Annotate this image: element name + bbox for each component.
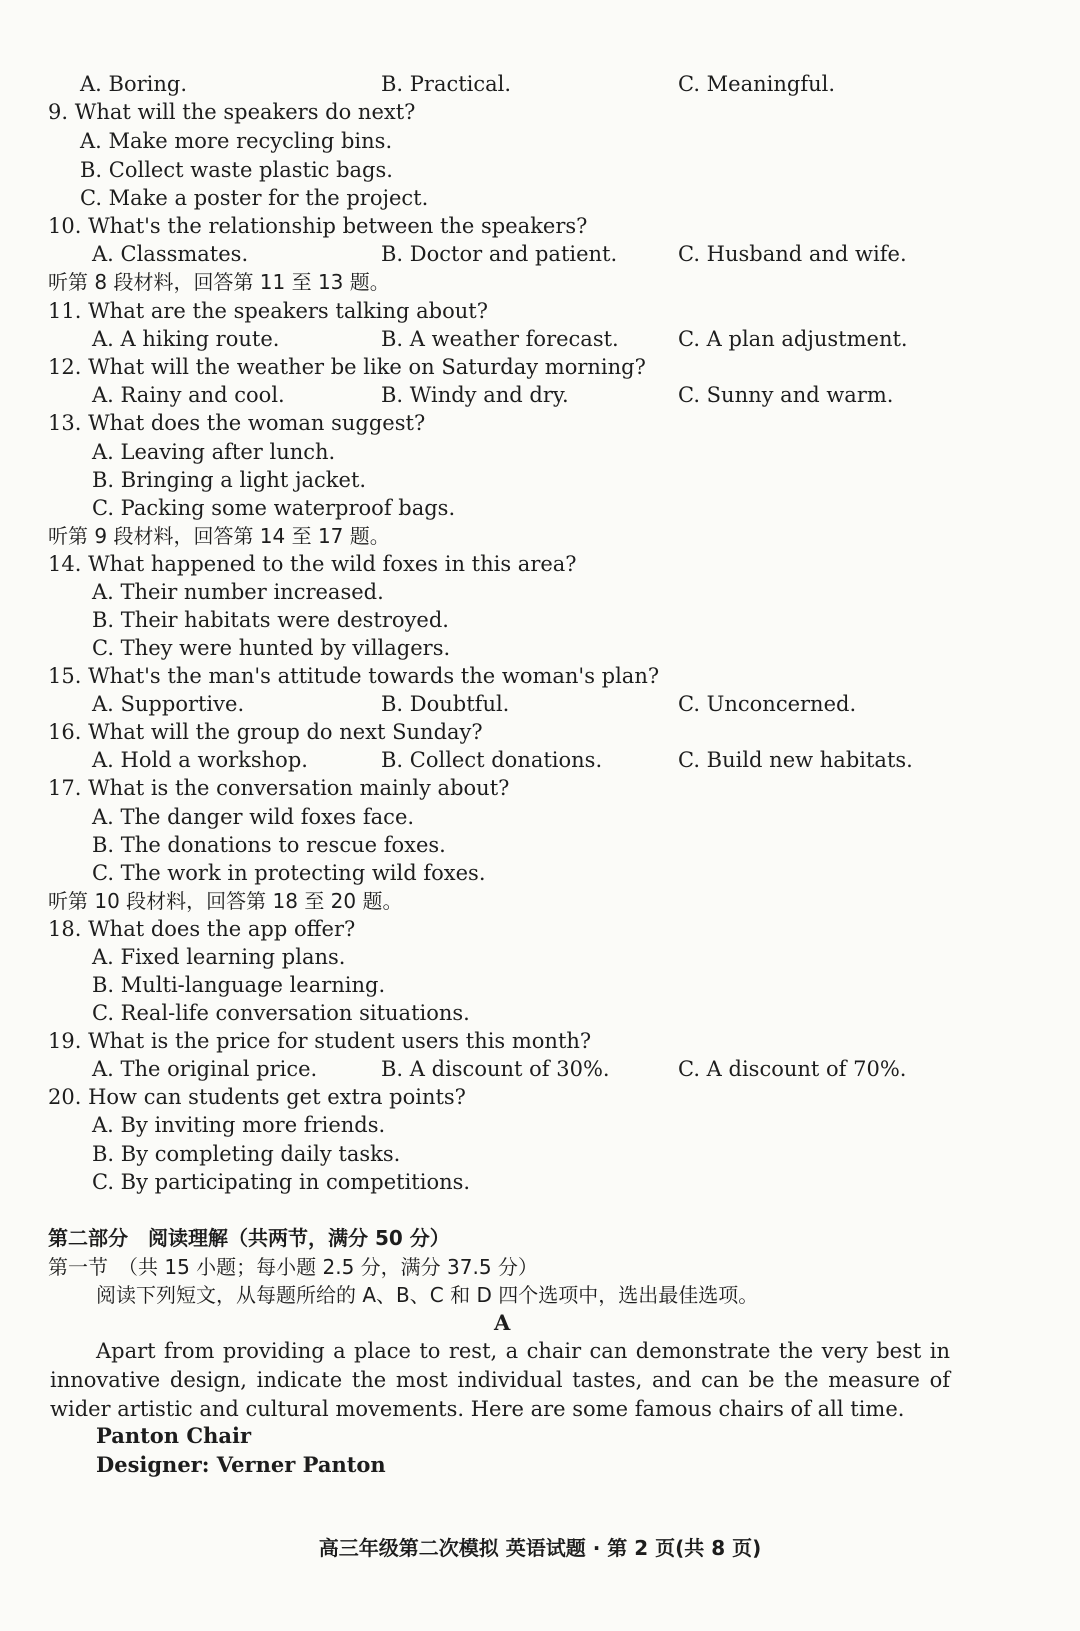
option-c: C. By participating in competitions.	[92, 1170, 471, 1194]
option-a: A. A hiking route.	[92, 327, 280, 351]
question-number: 14.	[48, 552, 82, 576]
question-13	[48, 409, 425, 437]
part2-title: 第二部分 阅读理解（共两节，满分 50 分）	[48, 1226, 450, 1250]
question-19	[48, 1027, 591, 1055]
question-18	[48, 915, 355, 943]
question-text: What does the app offer?	[88, 917, 356, 941]
option-a: A. The original price.	[92, 1057, 318, 1081]
part2-instruction: 阅读下列短文，从每题所给的 A、B、C 和 D 四个选项中，选出最佳选项。	[96, 1283, 759, 1307]
option-b: B. Windy and dry.	[381, 383, 569, 407]
option-b: B. By completing daily tasks.	[92, 1142, 401, 1166]
question-number: 20.	[48, 1085, 82, 1109]
option-c: C. Packing some waterproof bags.	[92, 496, 456, 520]
option-c: C. A discount of 70%.	[678, 1057, 907, 1081]
part2-subsection: 第一节 （共 15 小题；每小题 2.5 分，满分 37.5 分）	[48, 1255, 538, 1279]
section-heading-9: 听第 9 段材料，回答第 14 至 17 题。	[48, 524, 390, 548]
passage-paragraph	[50, 1337, 950, 1424]
question-text: What does the woman suggest?	[88, 411, 426, 435]
question-number: 9.	[48, 100, 69, 124]
page-footer: 高三年级第二次模拟 英语试题 · 第 2 页(共 8 页)	[318, 1536, 762, 1560]
option-c: C. Unconcerned.	[678, 692, 857, 716]
option-a: A. Hold a workshop.	[92, 748, 308, 772]
option-b: B. Collect donations.	[381, 748, 603, 772]
question-number: 15.	[48, 664, 82, 688]
question-number: 12.	[48, 355, 82, 379]
question-number: 18.	[48, 917, 82, 941]
passage-label: A	[494, 1310, 511, 1335]
option-b: B. Their habitats were destroyed.	[92, 608, 449, 632]
question-text: What will the group do next Sunday?	[88, 720, 483, 744]
question-17	[48, 774, 509, 802]
option-b: B. A discount of 30%.	[381, 1057, 610, 1081]
question-12	[48, 353, 646, 381]
section-heading-10: 听第 10 段材料，回答第 18 至 20 题。	[48, 889, 403, 913]
option-b: B. Bringing a light jacket.	[92, 468, 367, 492]
option-c: C. They were hunted by villagers.	[92, 636, 451, 660]
option-a: A. Leaving after lunch.	[92, 440, 336, 464]
question-14	[48, 550, 577, 578]
question-number: 16.	[48, 720, 82, 744]
question-16	[48, 718, 483, 746]
option-b: B. Collect waste plastic bags.	[80, 158, 393, 182]
question-text: What is the price for student users this month?	[88, 1029, 592, 1053]
option-b: B. A weather forecast.	[381, 327, 619, 351]
question-text: What are the speakers talking about?	[88, 299, 488, 323]
option-a: A. Boring.	[80, 72, 187, 96]
question-number: 17.	[48, 776, 82, 800]
option-b: B. Practical.	[381, 72, 512, 96]
option-b: B. Multi-language learning.	[92, 973, 386, 997]
question-15	[48, 662, 659, 690]
option-c: C. The work in protecting wild foxes.	[92, 861, 486, 885]
option-c: C. Meaningful.	[678, 72, 836, 96]
option-a: A. Fixed learning plans.	[92, 945, 346, 969]
option-b: B. The donations to rescue foxes.	[92, 833, 446, 857]
question-number: 19.	[48, 1029, 82, 1053]
option-a: A. Make more recycling bins.	[80, 129, 393, 153]
question-text: How can students get extra points?	[88, 1085, 466, 1109]
chair-designer: Designer: Verner Panton	[96, 1452, 386, 1477]
option-a: A. The danger wild foxes face.	[92, 805, 415, 829]
question-number: 11.	[48, 299, 82, 323]
question-text: What's the relationship between the speakers?	[88, 214, 588, 238]
option-c: C. Husband and wife.	[678, 242, 907, 266]
option-a: A. Classmates.	[92, 242, 249, 266]
chair-name: Panton Chair	[96, 1423, 252, 1448]
question-number: 10.	[48, 214, 82, 238]
question-10	[48, 212, 587, 240]
paragraph-text: Apart from providing a place to rest, a chair can demonstrate the very best in innovative design, indicate the most individual tastes, and can be the measure of wider artistic and cultural movements. Here are some famous chairs of all time.	[50, 1339, 950, 1421]
option-c: C. Real-life conversation situations.	[92, 1001, 470, 1025]
question-number: 13.	[48, 411, 82, 435]
option-a: A. Supportive.	[92, 692, 245, 716]
option-c: C. Make a poster for the project.	[80, 186, 429, 210]
question-20	[48, 1083, 466, 1111]
question-text: What's the man's attitude towards the woman's plan?	[88, 664, 660, 688]
option-c: C. A plan adjustment.	[678, 327, 908, 351]
option-a: A. Their number increased.	[92, 580, 384, 604]
option-c: C. Sunny and warm.	[678, 383, 894, 407]
option-b: B. Doctor and patient.	[381, 242, 618, 266]
question-text: What will the speakers do next?	[74, 100, 416, 124]
option-c: C. Build new habitats.	[678, 748, 913, 772]
question-11	[48, 297, 488, 325]
question-text: What will the weather be like on Saturday morning?	[88, 355, 646, 379]
question-9	[48, 98, 415, 126]
option-a: A. By inviting more friends.	[92, 1113, 386, 1137]
question-text: What happened to the wild foxes in this area?	[88, 552, 577, 576]
question-text: What is the conversation mainly about?	[88, 776, 510, 800]
option-b: B. Doubtful.	[381, 692, 510, 716]
section-heading-8: 听第 8 段材料，回答第 11 至 13 题。	[48, 270, 390, 294]
option-a: A. Rainy and cool.	[92, 383, 285, 407]
